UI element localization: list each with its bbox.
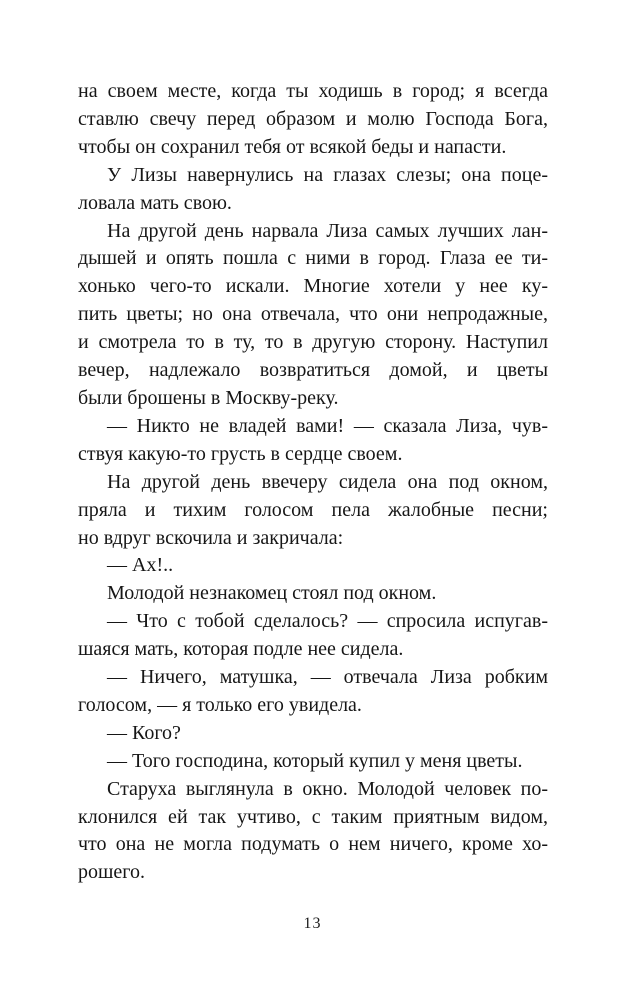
text-line: Старуха выглянула в окно. Молодой человек по-	[107, 777, 548, 800]
text-line: голосом, — я только его увидела.	[78, 693, 362, 716]
text-line: — Ах!..	[107, 554, 174, 577]
text-line: ствуя какую-то грусть в сердце своем.	[78, 442, 403, 465]
text-line: пряла и тихим голосом пела жалобные песни;	[78, 498, 548, 521]
text-line: — Того господина, который купил у меня цветы.	[107, 749, 523, 772]
text-line: — Никто не владей вами! — сказала Лиза, чув-	[107, 414, 548, 437]
text-line: шаяся мать, которая подле нее сидела.	[78, 638, 404, 661]
text-line: и смотрела то в ту, то в другую сторону. Наступил	[78, 331, 548, 354]
paragraph	[78, 580, 548, 608]
text-line: на своем месте, когда ты ходишь в город; я всегда	[78, 80, 548, 102]
text-line: рошего.	[78, 861, 145, 884]
text-line: но вдруг вскочила и закричала:	[78, 526, 344, 549]
text-line: дышей и опять пошла с ними в город. Глаза ее ти-	[78, 247, 548, 270]
text-line: что она не могла подумать о нем ничего, кроме хо-	[78, 833, 548, 856]
text-line: Молодой незнакомец стоял под окном.	[107, 582, 437, 605]
text-block	[78, 78, 548, 887]
text-line: ставлю свечу перед образом и молю Господа Бога,	[78, 107, 548, 130]
text-line: У Лизы навернулись на глазах слезы; она поце-	[107, 163, 548, 186]
text-line: ловала мать свою.	[78, 191, 232, 214]
text-line: были брошены в Москву-реку.	[78, 386, 339, 409]
text-line: — Ничего, матушка, — отвечала Лиза робким	[107, 666, 548, 689]
text-line: — Что с тобой сделалось? — спросила испугав-	[107, 610, 548, 633]
text-line: хонько чего-то искали. Многие хотели у нее ку-	[78, 275, 548, 298]
text-line: На другой день ввечеру сидела она под окном,	[107, 470, 548, 493]
paragraph	[78, 218, 548, 413]
text-line: клонился ей так учтиво, с таким приятным видом,	[78, 805, 548, 828]
paragraph	[78, 162, 548, 218]
paragraph	[78, 720, 548, 748]
text-line: — Кого?	[107, 721, 181, 744]
paragraph	[78, 608, 548, 664]
text-line: чтобы он сохранил тебя от всякой беды и напасти.	[78, 135, 507, 158]
paragraph	[78, 664, 548, 720]
paragraph	[78, 78, 548, 162]
paragraph	[78, 469, 548, 553]
paragraph	[78, 552, 548, 580]
paragraph	[78, 776, 548, 888]
paragraph	[78, 748, 548, 776]
text-line: пить цветы; но она отвечала, что они непродажные,	[78, 303, 548, 326]
paragraph	[78, 413, 548, 469]
text-line: На другой день нарвала Лиза самых лучших лан-	[107, 219, 548, 242]
text-line: вечер, надлежало возвратиться домой, и цветы	[78, 359, 548, 382]
page-number: 13	[303, 915, 322, 932]
